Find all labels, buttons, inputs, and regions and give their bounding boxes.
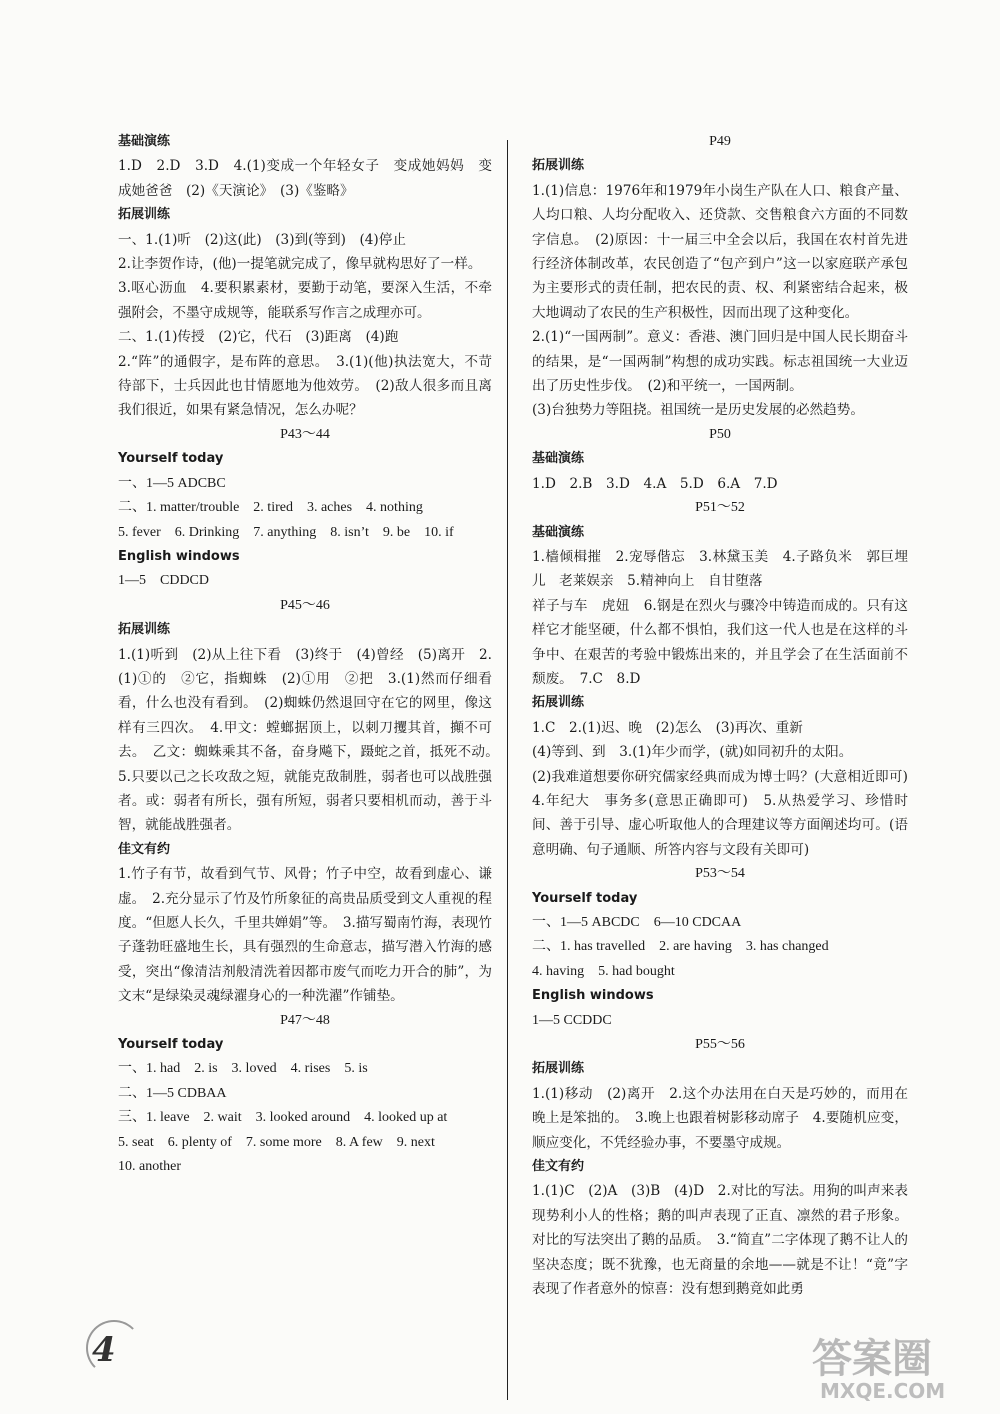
page-range: P47～48 [280,1012,330,1028]
answer-paragraph: (2)我难道想要你研究儒家经典而成为博士吗？(大意相近即可) 4.年纪大 事务多(意思正确即可) 5.从热爱学习、珍惜时间、善于引导、虚心听取他人的合理建议等方面阐述均可。(语意明确、句子通顺、所答内容与文段有关即可) [532,768,922,858]
answer-paragraph: 2.(1)“一国两制”。意义：香港、澳门回归是中国人民长期奋斗的结果，是“一国两制”构想的成功实践。标志祖国统一大业迈出了历史性步伐。 (2)和平统一，一国两制。 [532,329,908,395]
answer-line: 一、1—5 ABCDC 6—10 CDCAA [532,915,742,930]
section-heading: 拓展训练 [532,1061,585,1077]
left-column [118,130,506,1179]
answer-line: 1—5 CDDCD [118,573,210,589]
section-heading: 基础演练 [532,524,585,540]
answer-paragraph: 二、1.(1)传授 (2)它，代石 (3)距离 (4)跑 [118,329,399,346]
answer-line: 5. seat 6. plenty of 7. some more 8. A few 9. next [118,1134,435,1150]
answer-line: 二、1—5 CDBAA [118,1085,227,1101]
answer-line: 1—5 CCDDC [532,1012,612,1028]
answer-paragraph: 1.D 2.B 3.D 4.A 5.D 6.A 7.D [532,475,778,492]
page-range: P43～44 [280,426,330,442]
answer-paragraph: 1.(1)移动 (2)离开 2.这个办法用在白天是巧妙的，而用在晚上是笨拙的。 3.晚上也跟着树影移动席子 4.要随机应变，顺应变化，不凭经验办事，不要墨守成规。 [532,1085,908,1151]
answer-line: 一、1—5 ADCBC [118,475,226,491]
page-range: P49 [709,134,731,149]
answer-paragraph: 2.让李贺作诗，(他)一提笔就完成了，像早就构思好了一样。 [118,256,482,273]
answer-paragraph: 2.“阵”的通假字，是布阵的意思。 3.(1)(他)执法宽大，不苛待部下，士兵因此也甘情愿地为他效劳。 (2)敌人很多而且离我们很近，如果有紧急情况，怎么办呢？ [118,353,492,419]
answer-paragraph: (3)台独势力等阻挠。祖国统一是历史发展的必然趋势。 [532,402,864,419]
watermark-title: 答案圈 [812,1336,932,1382]
answer-paragraph: 1.D 2.D 3.D 4.(1)变成一个年轻女子 变成她妈妈 变成她爸爸 (2)《天演论》 (3)《鉴略》 [118,158,492,199]
page-range: P53～54 [695,866,745,882]
section-heading: Yourself today [118,1037,224,1053]
page-number: 4 [92,1330,116,1370]
section-heading: English windows [118,548,240,564]
section-heading: 拓展训练 [532,695,585,711]
page-range: P50 [709,426,731,442]
answer-paragraph: 1.竹子有节，故看到气节、风骨；竹子中空，故看到虚心、谦虚。 2.充分显示了竹及竹所象征的高贵品质受到文人重视的程度。“但愿人长久，千里共婵娟”等。 3.描写蜀南竹海，表现竹子蓬勃旺盛地生长，具有强烈的生命意志，描写潜入竹海的感受，突出“像清洁剂般清洗着因都市废气而吃力开合的肺”，为文末“是绿染灵魂绿濯身心的一种洗濯”作铺垫。 [118,866,492,1005]
answer-paragraph: 1.(1)C (2)A (3)B (4)D 2.对比的写法。用狗的叫声来表现势利小人的性格；鹅的叫声表现了正直、凛然的君子形象。对比的写法突出了鹅的品质。 3.“简直”二字体现了鹅不让人的坚决态度；既不犹豫，也无商量的余地——就是不让！“竟”字表现了作者意外的惊喜：没有想到鹅竟如此勇 [532,1183,908,1298]
answer-paragraph: (4)等到、到 3.(1)年少而学，(就)如同初升的太阳。 [532,744,853,761]
section-heading: 拓展训练 [118,622,171,638]
answer-line: 三、1. leave 2. wait 3. looked around 4. looked up at [118,1110,448,1126]
page-range: P51～52 [695,500,745,516]
section-heading: Yourself today [532,890,638,906]
answer-paragraph: 1.C 2.(1)迟、晚 (2)怎么 (3)再次、重新 [532,719,803,736]
answer-paragraph: 1.樯倾楫摧 2.宠辱偕忘 3.林黛玉美 4.子路负米 郭巨埋儿 老莱娱亲 5.精神向上 自甘堕落 [532,548,908,590]
page-range: P45～46 [280,597,330,613]
section-heading: Yourself today [118,451,224,467]
watermark-url: MXQE.COM [820,1379,946,1402]
answer-line: 4. having 5. had bought [532,963,675,979]
section-heading: 基础演练 [532,451,585,467]
section-heading: 拓展训练 [532,158,585,174]
right-column [532,130,922,1302]
answer-paragraph: 3.呕心沥血 4.要积累素材，要勤于动笔，要深入生活，不牵强附会，不墨守成规等，能联系写作言之成理亦可。 [118,280,492,321]
section-heading: English windows [532,988,654,1004]
page-range: P55～56 [695,1037,745,1053]
section-heading: 拓展训练 [118,207,171,223]
section-heading: 佳文有约 [118,841,171,857]
answer-paragraph: 1.(1)信息：1976年和1979年小岗生产队在人口、粮食产量、人均口粮、人均分配收入、还贷款、交售粮食六方面的不同数字信息。 (2)原因：十一届三中全会以后，我国在农村首先进行经济体制改革，农民创造了“包产到户”这一以家庭联产承包为主要形式的责任制，把农民的责、权、利紧密结合起来，极大地调动了农民的生产积极性，因而出现了这种变化。 [532,182,908,321]
section-heading: 佳文有约 [532,1159,585,1175]
column-divider [507,140,508,1400]
answer-line: 10. another [118,1159,181,1175]
section-heading: 基础演练 [118,134,171,149]
answer-paragraph: 一、1.(1)听 (2)这(此) (3)到(等到) (4)停止 [118,231,406,248]
answer-paragraph: 祥子与车 虎妞 6.钢是在烈火与骤冷中铸造而成的。只有这样它才能坚硬，什么都不惧怕，我们这一代人也是在这样的斗争中、在艰苦的考验中锻炼出来的，并且学会了在生活面前不颓废。 7.C 8.D [532,597,908,687]
watermark-logo [810,1330,980,1402]
answer-line: 二、1. has travelled 2. are having 3. has changed [532,939,829,955]
answer-line: 5. fever 6. Drinking 7. anything 8. isn’t 9. be 10. if [118,524,454,540]
answer-line: 二、1. matter/trouble 2. tired 3. aches 4. nothing [118,500,423,516]
answer-paragraph: 1.(1)听到 (2)从上往下看 (3)终于 (4)曾经 (5)离开 2.(1)①的 ②它，指蜘蛛 (2)①用 ②把 3.(1)然而仔细看看，什么也没有看到。 (2)蜘蛛仍然退回守在它的网里，像这样有三四次。 4.甲文：螳螂据顶上，以刺刀攫其首，攧不可去。 乙文：蜘蛛乘其不备，奋身飚下，蹑蛇之首，抵死不动。 5.只要以己之长攻敌之短，就能克敌制胜，弱者也可以战胜强者。或：弱者有所长，强有所短，弱者只要相机而动，善于斗智，就能战胜强者。 [118,646,506,834]
answer-line: 一、1. had 2. is 3. loved 4. rises 5. is [118,1061,368,1077]
